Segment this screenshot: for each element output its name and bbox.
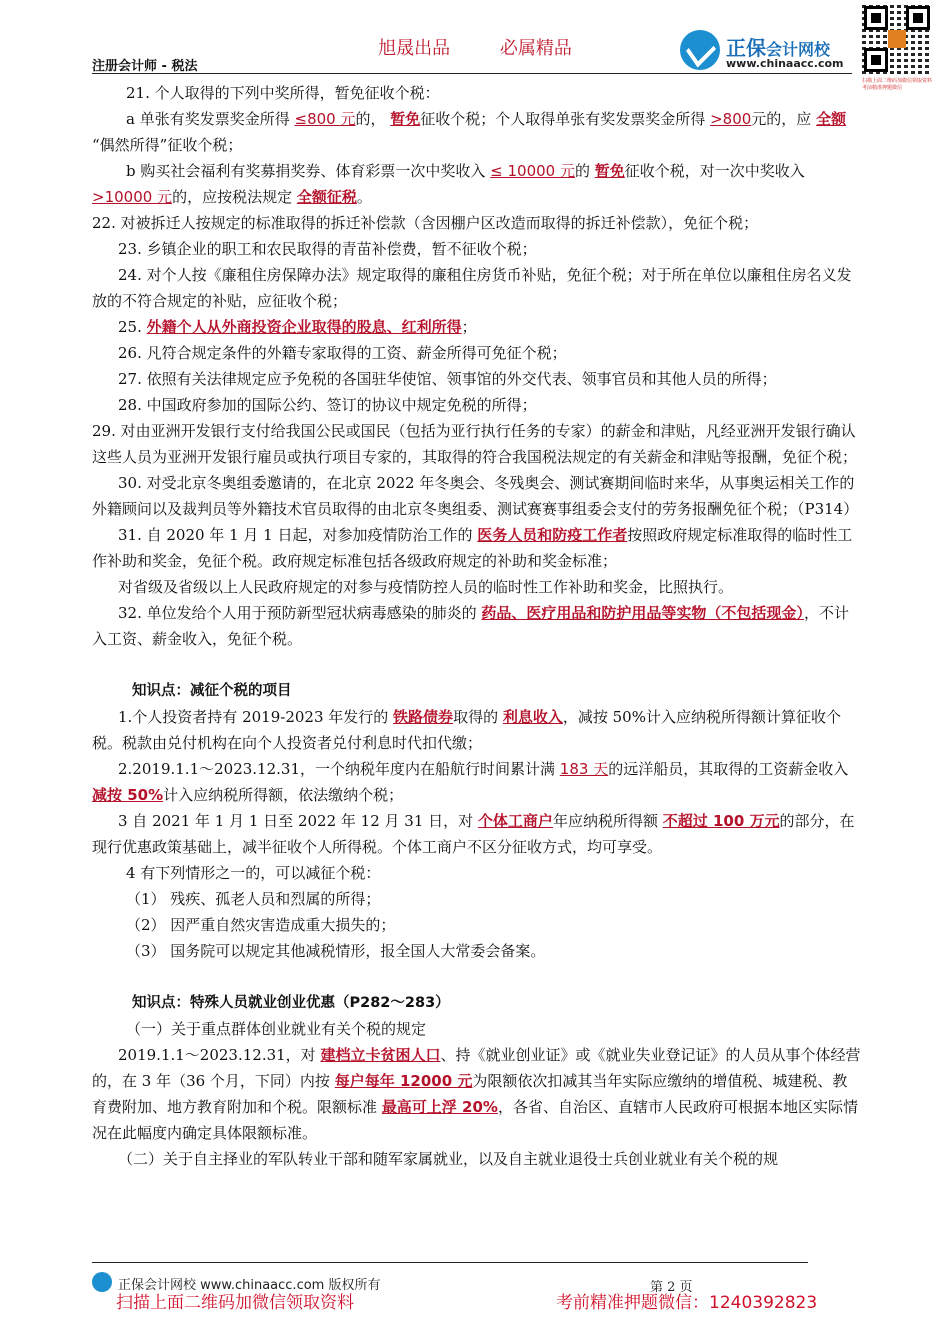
section-title-special: 知识点：特殊人员就业创业优惠（P282～283）: [132, 995, 450, 1011]
slogan-left: 旭晟出品: [378, 38, 451, 59]
footer-promo-right: 考前精准押题微信：1240392823: [556, 1293, 818, 1313]
logo-url: www.chinaacc.com: [726, 57, 844, 70]
reduce-item-4-2: （2） 因严重自然灾害造成重大损失的；: [126, 916, 396, 934]
special-paragraph: 2019.1.1～2023.12.31，对 建档立卡贫困人口、持《就业创业证》或《就业失业登记证》的人员从事个体经营的，在 3 年（36 个月，下同）内按 每户每年 12000 元为限额依次扣减其当年实际应缴纳的增值税、城建税、教育费附加、地方教育附加和个税。限额标准 最高可上浮 20%，各省、自治区、直辖市人民政府可根据本地区实际情况在此幅度内确定具体限额标准。: [92, 1046, 861, 1142]
item-27: 27. 依照有关法律规定应予免税的各国驻华使馆、领事馆的外交代表、领事官员和其他人员的所得；: [118, 370, 777, 388]
qr-caption: 扫描上面二维码加微信领取资料 考前精准押题微信: [862, 78, 933, 91]
item-21: 21. 个人取得的下列中奖所得，暂免征收个税：: [126, 84, 440, 102]
footer-copyright: 正保会计网校 www.chinaacc.com 版权所有: [118, 1278, 381, 1293]
item-31: 31. 自 2020 年 1 月 1 日起，对参加疫情防治工作的 医务人员和防疫工作者按照政府规定标准取得的临时性工作补助和奖金，免征个税。政府规定标准包括各级政府规定的补助和奖金标准；: [92, 526, 853, 570]
course-title: 注册会计师 - 税法: [92, 59, 198, 74]
item-26: 26. 凡符合规定条件的外籍专家取得的工资、薪金所得可免征个税；: [118, 344, 567, 362]
header-divider: [92, 73, 852, 74]
footer-promo-left: 扫描上面二维码加微信领取资料: [116, 1293, 354, 1313]
item-30: 30. 对受北京冬奥组委邀请的，在北京 2022 年冬奥会、冬残奥会、测试赛期间临时来华，从事奥运相关工作的外籍顾问以及裁判员等外籍技术官员取得的由北京冬奥组委、测试赛赛事组委会支付的劳务报酬免征个税；（P314）: [92, 474, 859, 518]
footer-divider: [92, 1262, 808, 1263]
item-31-note: 对省级及省级以上人民政府规定的对参与疫情防控人员的临时性工作补助和奖金，比照执行。: [118, 578, 734, 596]
item-25: 25. 外籍个人从外商投资企业取得的股息、红利所得；: [118, 318, 477, 336]
page-number: 第 2 页: [650, 1280, 693, 1295]
logo-icon: [680, 30, 720, 70]
reduce-item-4: 4 有下列情形之一的，可以减征个税：: [126, 864, 381, 882]
slogan-right: 必属精品: [499, 38, 572, 59]
section-title-reduce: 知识点：减征个税的项目: [132, 683, 292, 699]
special-subtitle-1: （一）关于重点群体创业就业有关个税的规定: [126, 1020, 427, 1038]
item-24: 24. 对个人按《廉租住房保障办法》规定取得的廉租住房货币补贴，免征个税；对于所在单位以廉租住房名义发放的不符合规定的补贴，应征收个税；: [92, 266, 852, 310]
item-21a: a 单张有奖发票奖金所得 ≤800 元的， 暂免征收个税；个人取得单张有奖发票奖金所得 >800元的，应 全额 “偶然所得”征收个税；: [92, 110, 847, 154]
item-22: 22. 对被拆迁人按规定的标准取得的拆迁补偿款（含因棚户区改造而取得的拆迁补偿款），免征个税；: [92, 214, 759, 232]
reduce-item-1: 1.个人投资者持有 2019-2023 年发行的 铁路债券取得的 利息收入，减按 50%计入应纳税所得额计算征收个税。税款由兑付机构在向个人投资者兑付利息时代扣代缴；: [92, 708, 841, 752]
logo-text: 正保会计网校: [726, 36, 831, 60]
reduce-item-4-1: （1） 残疾、孤老人员和烈属的所得；: [126, 890, 381, 908]
item-32: 32. 单位发给个人用于预防新型冠状病毒感染的肺炎的 药品、医疗用品和防护用品等实物（不包括现金），不计入工资、薪金收入，免征个税。: [92, 604, 849, 648]
reduce-item-3: 3 自 2021 年 1 月 1 日至 2022 年 12 月 31 日，对 个体工商户年应纳税所得额 不超过 100 万元的部分，在现行优惠政策基础上，减半征收个人所得税。个体工商户不区分征收方式，均可享受。: [92, 812, 855, 856]
special-subtitle-2: （二）关于自主择业的军队转业干部和随军家属就业，以及自主就业退役士兵创业就业有关个税的规: [118, 1150, 779, 1168]
chinaacc-logo: [680, 28, 852, 78]
document-body: [92, 80, 862, 1172]
item-28: 28. 中国政府参加的国际公约、签订的协议中规定免税的所得；: [118, 396, 537, 414]
item-23: 23. 乡镇企业的职工和农民取得的青苗补偿费，暂不征收个税；: [118, 240, 537, 258]
item-21b: b 购买社会福利有奖募捐奖券、体育彩票一次中奖收入 ≤ 10000 元的 暂免征收个税，对一次中奖收入 >10000 元的，应按税法规定 全额征税。: [92, 162, 805, 206]
reduce-item-4-3: （3） 国务院可以规定其他减税情形，报全国人大常委会备案。: [126, 942, 546, 960]
footer-logo-icon: [92, 1272, 112, 1292]
item-29: 29. 对由亚洲开发银行支付给我国公民或国民（包括为亚行执行任务的专家）的薪金和津贴，凡经亚洲开发银行确认这些人员为亚洲开发银行雇员或执行项目专家的，其取得的符合我国税法规定的有关薪金和津贴等报酬，免征个税；: [92, 422, 858, 466]
reduce-item-2: 2.2019.1.1～2023.12.31，一个纳税年度内在船航行时间累计满 183 天的远洋船员，其取得的工资薪金收入 减按 50%计入应纳税所得额，依法缴纳个税；: [92, 760, 849, 804]
